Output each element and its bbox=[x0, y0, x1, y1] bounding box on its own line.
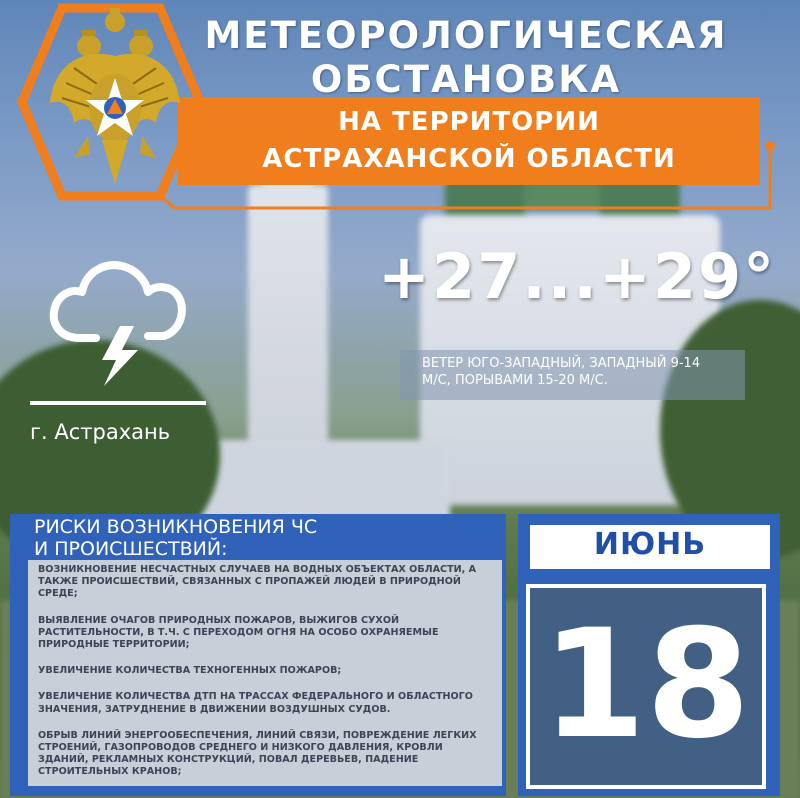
title-line: ОБСТАНОВКА bbox=[310, 58, 622, 101]
risk-item: УВЕЛИЧЕНИЕ КОЛИЧЕСТВА ТЕХНОГЕННЫХ ПОЖАРОВ; bbox=[38, 665, 342, 677]
page-title bbox=[196, 14, 736, 102]
risk-item: ОБРЫВ ЛИНИЙ ЭНЕРГООБЕСПЕЧЕНИЯ, ЛИНИЙ СВЯЗИ, ПОВРЕЖДЕНИЕ ЛЕГКИХ СТРОЕНИЙ, ГАЗОПРОВОДОВ СРЕДНЕГО И НИЗКОГО ДАВЛЕНИЯ, КРОВЛИ ЗДАНИЙ, РЕКЛАМНЫХ КОНСТРУКЦИЙ, ПОВАЛ ДЕРЕВЬЕВ, ПАДЕНИЕ СТРОИТЕЛЬНЫХ КРАНОВ; bbox=[38, 729, 477, 778]
risk-item: ВОЗНИКНОВЕНИЕ НЕСЧАСТНЫХ СЛУЧАЕВ НА ВОДНЫХ ОБЪЕКТАХ ОБЛАСТИ, А ТАКЖЕ ПРОИСШЕСТВИЙ, СВЯЗАННЫХ С ПРОПАЖЕЙ ЛЮДЕЙ В ПРИРОДНОЙ СРЕДЕ; bbox=[38, 564, 477, 600]
risks-heading-line: И ПРОИСШЕСТВИЙ: bbox=[34, 538, 228, 560]
risks-heading-line: РИСКИ ВОЗНИКНОВЕНИЯ ЧС bbox=[34, 516, 318, 538]
city-underline bbox=[30, 401, 206, 405]
risks-list bbox=[28, 560, 502, 786]
city-label: г. Астрахань bbox=[30, 420, 171, 444]
wind-info bbox=[400, 350, 745, 400]
temperature: +27...+29° bbox=[378, 240, 777, 313]
emch-emblem-icon bbox=[44, 8, 186, 194]
risk-item: УВЕЛИЧЕНИЕ КОЛИЧЕСТВА ДТП НА ТРАССАХ ФЕДЕРАЛЬНОГО И ОБЛАСТНОГО ЗНАЧЕНИЯ, ЗАТРУДНЕНИЕ В ДВИЖЕНИИ ВОЗДУШНЫХ СУДОВ. bbox=[38, 691, 473, 715]
risk-item: ВЫЯВЛЕНИЕ ОЧАГОВ ПРИРОДНЫХ ПОЖАРОВ, ВЫЖИГОВ СУХОЙ РАСТИТЕЛЬНОСТИ, В Т.Ч. С ПЕРЕХОДОМ ОГНЯ НА ОСОБО ОХРАНЯЕМЫЕ ПРИРОДНЫЕ ТЕРРИТОРИИ; bbox=[38, 614, 439, 651]
subtitle-line: АСТРАХАНСКОЙ ОБЛАСТИ bbox=[262, 144, 676, 174]
subtitle bbox=[178, 104, 760, 178]
thunderstorm-cloud-icon bbox=[46, 256, 192, 392]
calendar-month: ИЮНЬ bbox=[593, 527, 707, 562]
calendar-day: 18 bbox=[541, 598, 751, 772]
wind-line: ВЕТЕР ЮГО-ЗАПАДНЫЙ, ЗАПАДНЫЙ 9-14 bbox=[422, 356, 701, 371]
title-line: МЕТЕОРОЛОГИЧЕСКАЯ bbox=[204, 14, 728, 57]
subtitle-line: НА ТЕРРИТОРИИ bbox=[338, 107, 600, 137]
risks-heading bbox=[34, 516, 494, 560]
wind-line: М/С, ПОРЫВАМИ 15-20 М/С. bbox=[422, 373, 608, 388]
